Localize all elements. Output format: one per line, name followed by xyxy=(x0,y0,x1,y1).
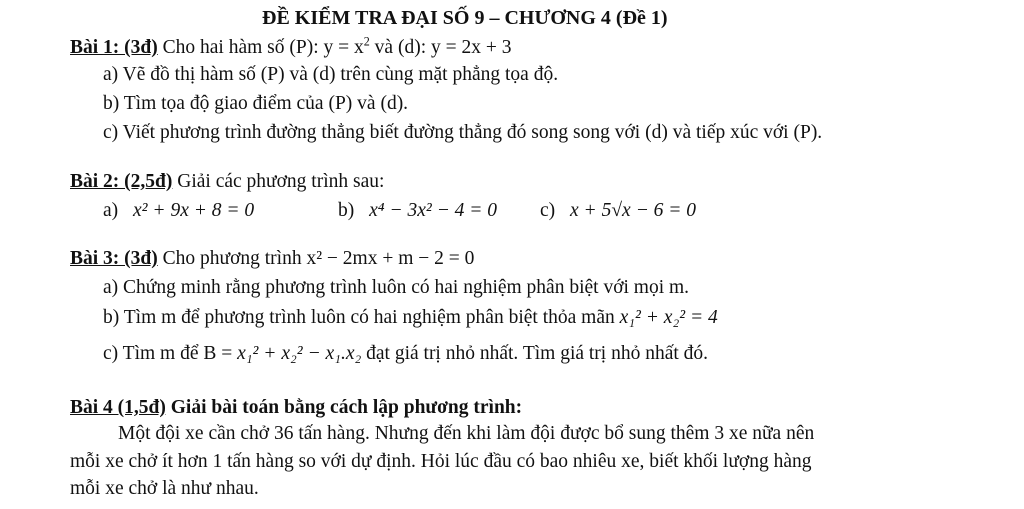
problem-4-paragraph-line-3: mỗi xe chở là như nhau. xyxy=(70,478,259,499)
problem-3-part-a: a) Chứng minh rằng phương trình luôn có hai nghiệm phân biệt với mọi m. xyxy=(103,277,690,298)
problem-3-c-text-end: đạt giá trị nhỏ nhất. Tìm giá trị nhỏ nhất đó. xyxy=(361,343,709,364)
problem-4-paragraph-line-1: Một đội xe cần chở 36 tấn hàng. Nhưng đến khi làm đội được bổ sung thêm 3 xe nữa nên xyxy=(118,423,815,444)
problem-1-part-a: a) Vẽ đồ thị hàm số (P) và (d) trên cùng mặt phẳng tọa độ. xyxy=(103,64,559,85)
problem-3-intro: Cho phương trình x² − 2mx + m − 2 = 0 xyxy=(157,248,475,269)
problem-2-intro: Giải các phương trình sau: xyxy=(172,171,385,192)
problem-3-part-b xyxy=(103,306,718,330)
problem-2-b-label: b) xyxy=(338,200,355,221)
problem-2-a-equation: x² + 9x + 8 = 0 xyxy=(133,200,255,221)
problem-2-c-label: c) xyxy=(540,200,556,221)
problem-3-c-text-start: c) Tìm m để B = xyxy=(103,343,238,364)
problem-1-intro: Cho hai hàm số (P): y = x xyxy=(157,37,364,58)
problem-2-a-label: a) xyxy=(103,200,119,221)
problem-4-heading xyxy=(70,396,522,420)
problem-2-part-b xyxy=(338,199,497,223)
problem-2-c-equation: x + 5√x − 6 = 0 xyxy=(570,200,697,221)
problem-3-b-equation: x₁² + x₂² = 4 xyxy=(619,307,718,328)
problem-3-heading xyxy=(70,247,474,271)
problem-3-label: Bài 3: (3đ) xyxy=(70,248,158,269)
problem-2-label: Bài 2: (2,5đ) xyxy=(70,171,173,192)
problem-3-c-expression: x₁² + x₂² − x₁.x₂ xyxy=(237,343,362,364)
problem-2-b-equation: x⁴ − 3x² − 4 = 0 xyxy=(369,200,498,221)
problem-1-heading xyxy=(70,36,511,60)
problem-4-label: Bài 4 (1,5đ) xyxy=(70,397,166,418)
exam-title: ĐỀ KIỂM TRA ĐẠI SỐ 9 – CHƯƠNG 4 (Đề 1) xyxy=(262,7,668,29)
problem-3-part-c xyxy=(103,342,708,366)
problem-1-part-c: c) Viết phương trình đường thẳng biết đường thẳng đó song song với (d) và tiếp xúc với (P). xyxy=(103,122,823,143)
problem-2-part-c xyxy=(540,199,696,223)
problem-1-line-d: và (d): y = 2x + 3 xyxy=(369,37,512,58)
problem-4-intro: Giải bài toán bằng cách lập phương trình: xyxy=(165,397,523,418)
problem-3-b-text: b) Tìm m để phương trình luôn có hai nghiệm phân biệt thỏa mãn xyxy=(103,307,620,328)
problem-2-part-a xyxy=(103,199,254,223)
problem-2-heading xyxy=(70,170,384,194)
problem-4-paragraph-line-2: mỗi xe chở ít hơn 1 tấn hàng so với dự định. Hỏi lúc đầu có bao nhiêu xe, biết khối lượng hàng xyxy=(70,451,812,472)
problem-1-part-b: b) Tìm tọa độ giao điểm của (P) và (d). xyxy=(103,93,409,114)
problem-1-label: Bài 1: (3đ) xyxy=(70,37,158,58)
problem-1-exponent: 2 xyxy=(363,34,370,49)
